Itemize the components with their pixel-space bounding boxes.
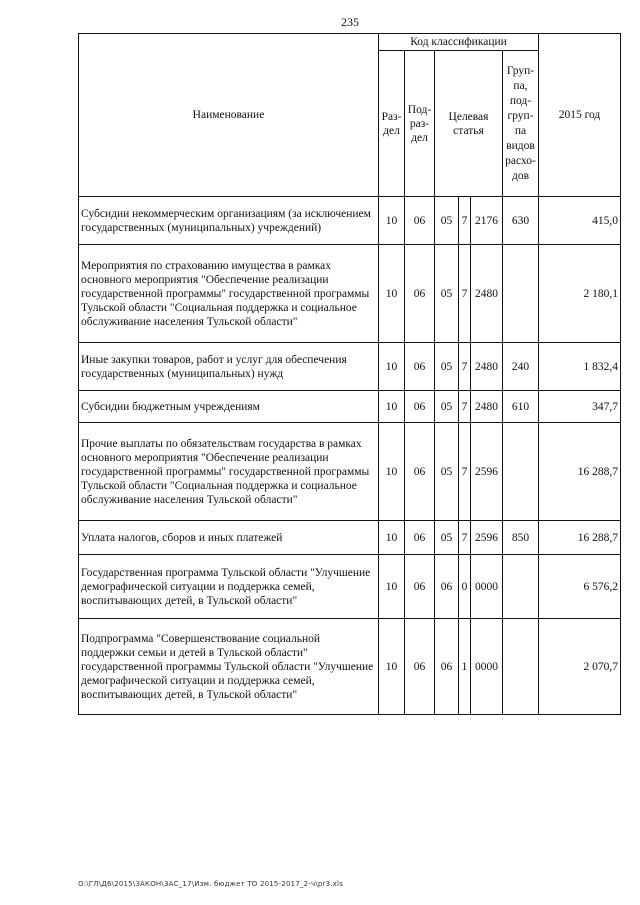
row-target-program: 05 <box>435 343 459 391</box>
row-target-code: 2596 <box>471 521 503 555</box>
table-row <box>79 197 621 245</box>
row-expense-group: 610 <box>503 391 539 423</box>
row-target-subprogram: 7 <box>459 197 471 245</box>
row-expense-group: 850 <box>503 521 539 555</box>
row-amount: 2 070,7 <box>539 619 621 715</box>
row-razdel: 10 <box>379 391 405 423</box>
row-expense-group: 240 <box>503 343 539 391</box>
table-row <box>79 245 621 343</box>
row-target-program: 06 <box>435 555 459 619</box>
column-header-expense-group: Груп- па, под- груп- па видов расхо- дов <box>503 51 539 197</box>
row-amount: 415,0 <box>539 197 621 245</box>
row-name: Субсидии некоммерческим организациям (за исключением государственных (муниципальных) учреждений) <box>79 197 379 245</box>
row-target-program: 05 <box>435 521 459 555</box>
budget-table <box>78 33 621 715</box>
row-target-subprogram: 7 <box>459 521 471 555</box>
column-header-podrazdel: Под- раз- дел <box>405 51 435 197</box>
table-row <box>79 423 621 521</box>
row-amount: 16 288,7 <box>539 423 621 521</box>
row-expense-group <box>503 423 539 521</box>
row-amount: 1 832,4 <box>539 343 621 391</box>
row-target-program: 05 <box>435 423 459 521</box>
row-amount: 347,7 <box>539 391 621 423</box>
column-header-razdel: Раз- дел <box>379 51 405 197</box>
row-target-program: 05 <box>435 245 459 343</box>
row-target-subprogram: 7 <box>459 343 471 391</box>
row-razdel: 10 <box>379 343 405 391</box>
row-razdel: 10 <box>379 245 405 343</box>
table-row <box>79 521 621 555</box>
page-number: 235 <box>341 15 359 29</box>
row-podrazdel: 06 <box>405 555 435 619</box>
row-expense-group <box>503 555 539 619</box>
file-path-footer: О:\ГЛ\Д6\2015\ЗАКОН\ЗАС_17\Изм. бюджет ТО 2015-2017_2-ч\pr3.xls <box>78 880 344 888</box>
row-razdel: 10 <box>379 619 405 715</box>
column-header-name: Наименование <box>79 34 379 197</box>
row-name: Государственная программа Тульской области "Улучшение демографической ситуации и поддержка семей, воспитывающих детей, в Тульской области" <box>79 555 379 619</box>
row-razdel: 10 <box>379 197 405 245</box>
row-target-subprogram: 1 <box>459 619 471 715</box>
row-podrazdel: 06 <box>405 391 435 423</box>
row-razdel: 10 <box>379 423 405 521</box>
row-target-code: 2480 <box>471 343 503 391</box>
row-podrazdel: 06 <box>405 423 435 521</box>
column-header-classification-code: Код классификации <box>379 34 539 51</box>
table-row <box>79 391 621 423</box>
row-amount: 2 180,1 <box>539 245 621 343</box>
row-amount: 6 576,2 <box>539 555 621 619</box>
row-target-subprogram: 7 <box>459 391 471 423</box>
row-podrazdel: 06 <box>405 197 435 245</box>
row-podrazdel: 06 <box>405 245 435 343</box>
row-name: Подпрограмма "Совершенствование социальной поддержки семьи и детей в Тульской области" государственной программы Тульской области "Улучшение демографической ситуации и поддержка семей, воспитывающих детей, в Тульской области" <box>79 619 379 715</box>
row-target-subprogram: 0 <box>459 555 471 619</box>
table-row <box>79 555 621 619</box>
row-target-code: 2480 <box>471 245 503 343</box>
row-name: Уплата налогов, сборов и иных платежей <box>79 521 379 555</box>
row-name: Иные закупки товаров, работ и услуг для обеспечения государственных (муниципальных) нужд <box>79 343 379 391</box>
row-target-code: 2176 <box>471 197 503 245</box>
row-target-subprogram: 7 <box>459 423 471 521</box>
row-podrazdel: 06 <box>405 521 435 555</box>
row-podrazdel: 06 <box>405 619 435 715</box>
row-target-code: 2596 <box>471 423 503 521</box>
row-razdel: 10 <box>379 555 405 619</box>
row-expense-group: 630 <box>503 197 539 245</box>
row-name: Мероприятия по страхованию имущества в рамках основного мероприятия "Обеспечение реализации государственной программы" государственной программы Тульской области "Социальная поддержка и социальное обслуживание населения Тульской области" <box>79 245 379 343</box>
header-row-top <box>79 34 621 51</box>
row-expense-group <box>503 245 539 343</box>
row-target-code: 0000 <box>471 555 503 619</box>
row-target-code: 0000 <box>471 619 503 715</box>
row-razdel: 10 <box>379 521 405 555</box>
row-expense-group <box>503 619 539 715</box>
column-header-year: 2015 год <box>539 34 621 197</box>
row-podrazdel: 06 <box>405 343 435 391</box>
table-row <box>79 619 621 715</box>
row-target-program: 05 <box>435 391 459 423</box>
row-target-program: 05 <box>435 197 459 245</box>
table-row <box>79 343 621 391</box>
row-amount: 16 288,7 <box>539 521 621 555</box>
row-name: Прочие выплаты по обязательствам государства в рамках основного мероприятия "Обеспечение реализации государственной программы" государственной программы Тульской области "Социальная поддержка и социальное обслуживание населения Тульской области" <box>79 423 379 521</box>
row-target-subprogram: 7 <box>459 245 471 343</box>
row-target-code: 2480 <box>471 391 503 423</box>
row-target-program: 06 <box>435 619 459 715</box>
row-name: Субсидии бюджетным учреждениям <box>79 391 379 423</box>
column-header-target-article: Целевая статья <box>435 51 503 197</box>
